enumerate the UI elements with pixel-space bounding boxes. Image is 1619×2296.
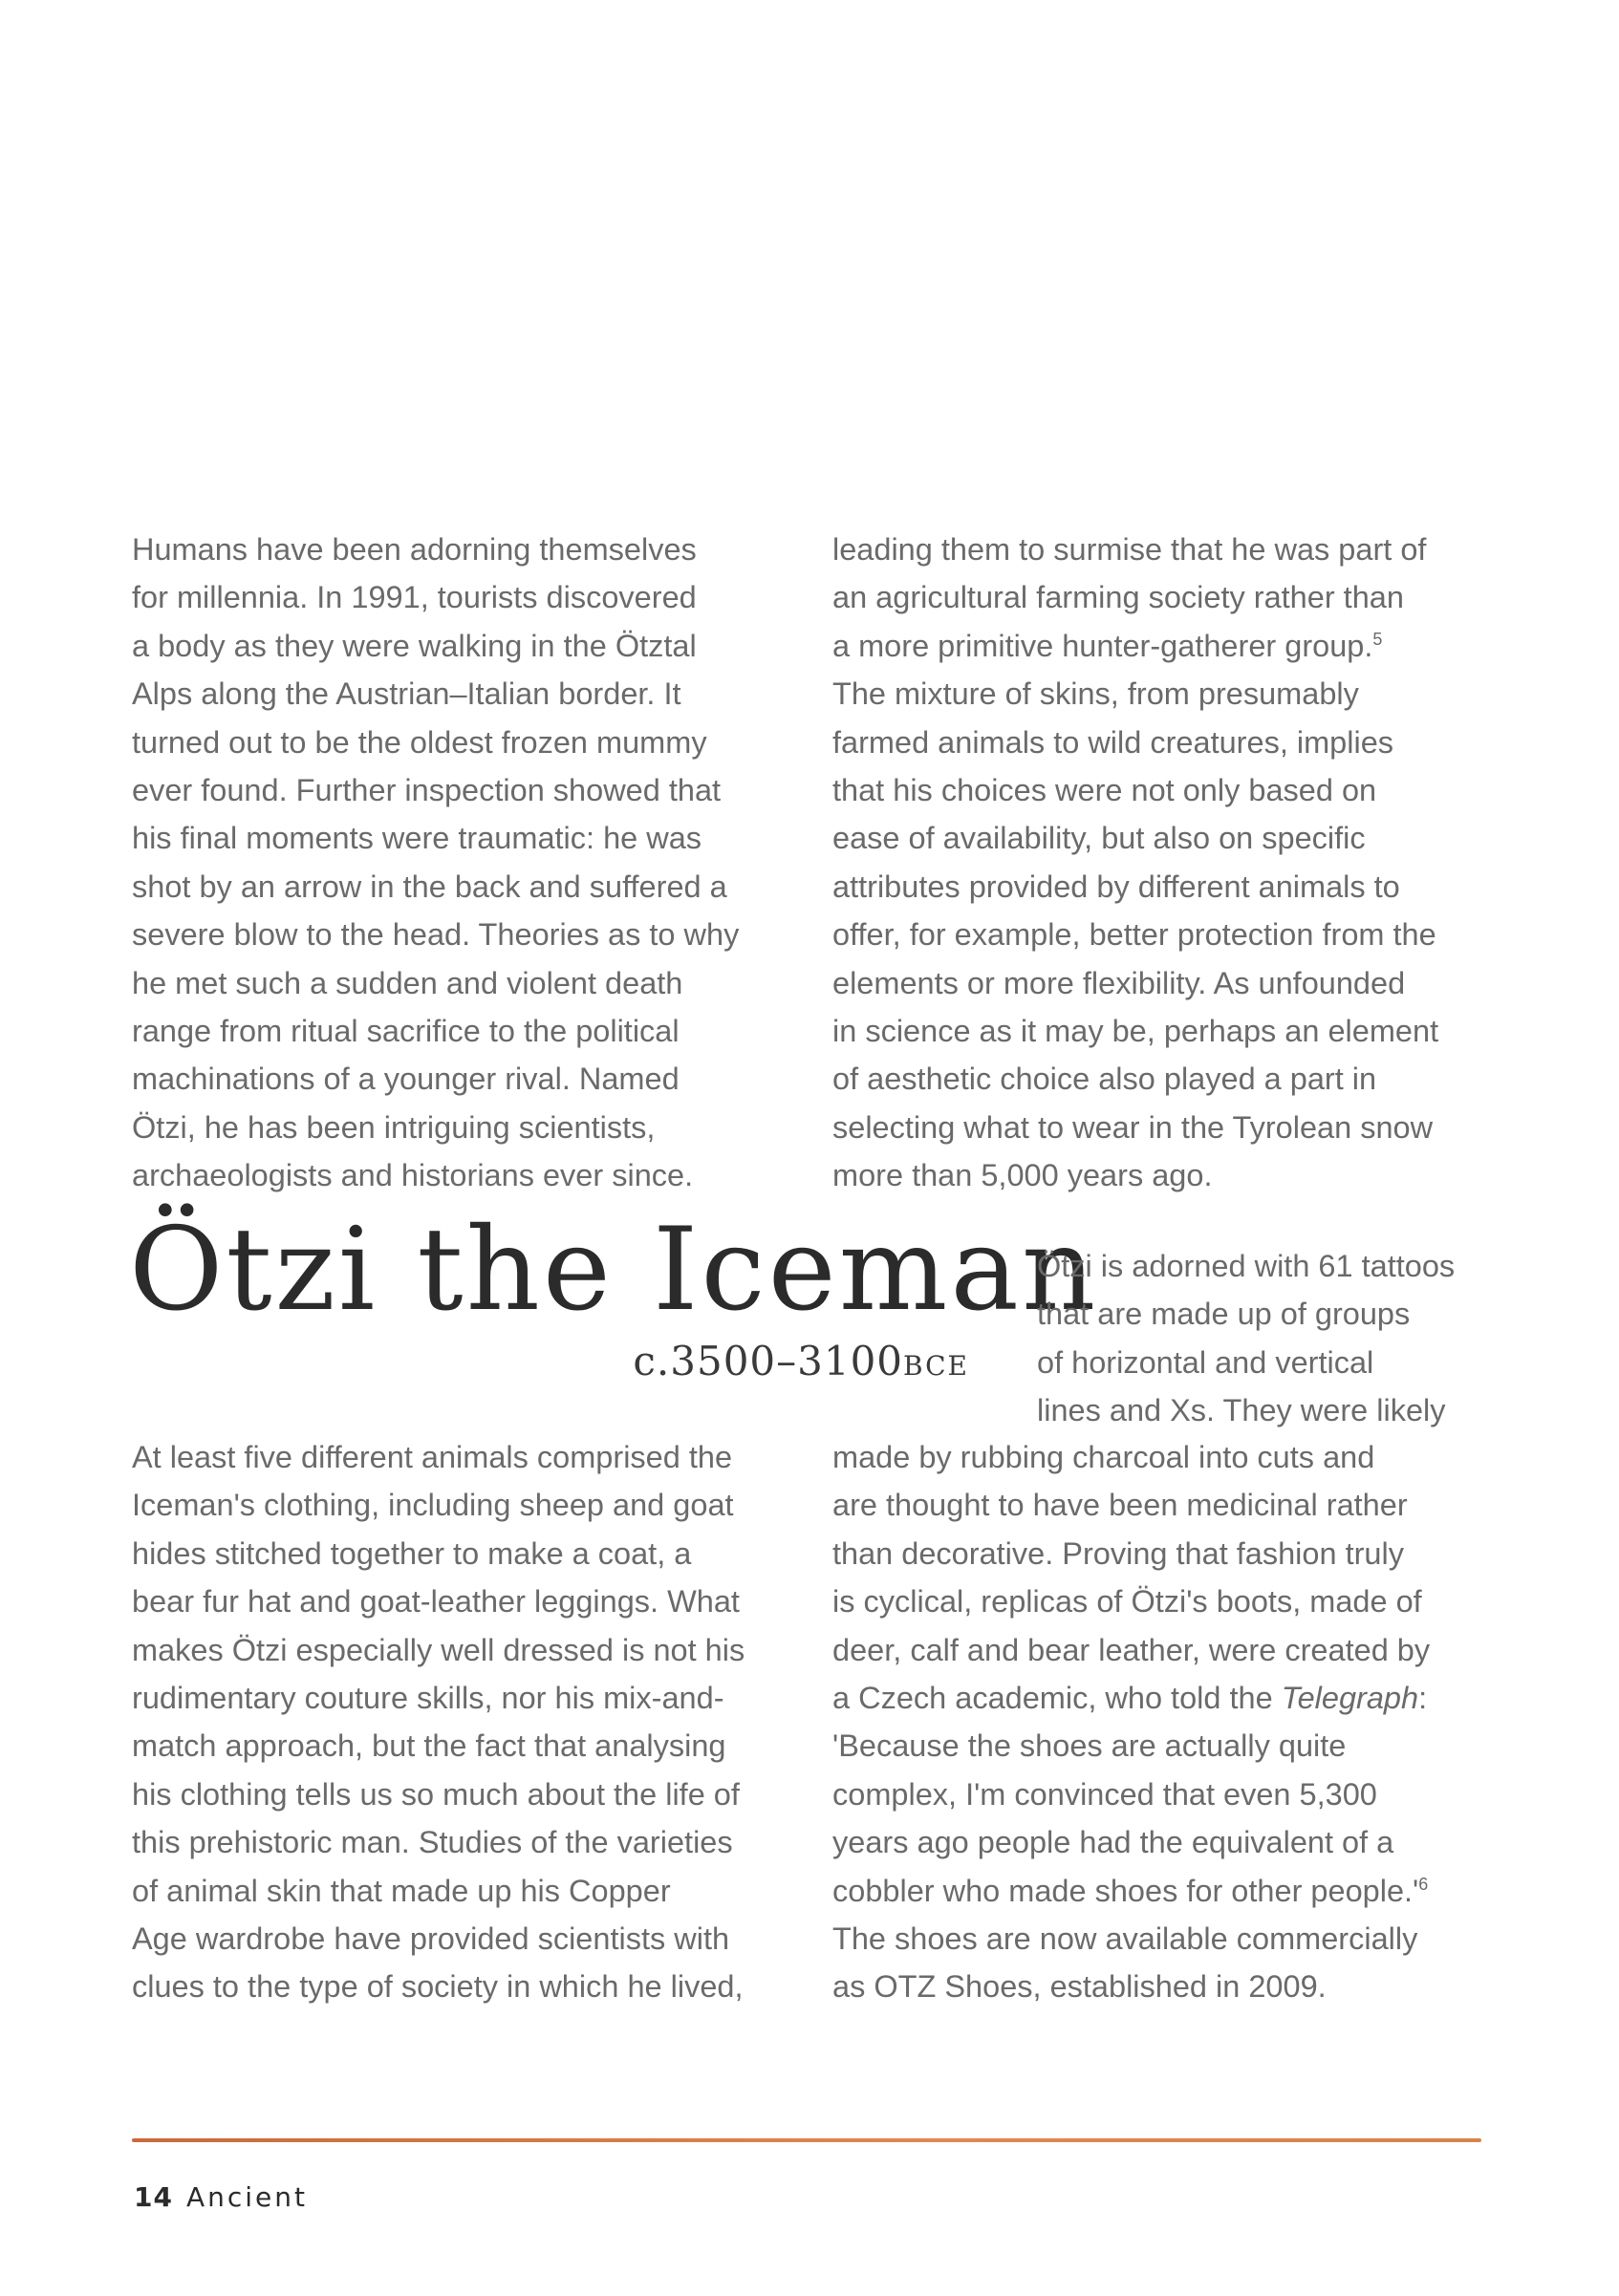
body-right-line: : <box>1418 1681 1428 1716</box>
intro-left-line: archaeologists and historians ever since. <box>132 1158 694 1193</box>
body-right-line: as OTZ Shoes, established in 2009. <box>832 1969 1327 2005</box>
body-right-line: are thought to have been medicinal rather <box>832 1488 1408 1523</box>
body-left-line: makes Ötzi especially well dressed is not his <box>132 1632 745 1667</box>
intro-right-line: elements or more flexibility. As unfounded <box>832 965 1406 1000</box>
intro-left-line: Alps along the Austrian–Italian border. It <box>132 676 681 712</box>
intro-right-line: more than 5,000 years ago. <box>832 1158 1213 1193</box>
intro-left-line: turned out to be the oldest frozen mummy <box>132 724 707 760</box>
page-number: 14 <box>134 2181 173 2213</box>
body-left-line: match approach, but the fact that analysing <box>132 1728 726 1764</box>
intro-right-line: of aesthetic choice also played a part in <box>832 1062 1377 1097</box>
body-right-line: years ago people had the equivalent of a <box>832 1825 1394 1860</box>
body-right-line: a Czech academic, who told the <box>832 1681 1282 1716</box>
tattoo-paragraph-start <box>1037 1242 1486 1435</box>
intro-left-line: his final moments were traumatic: he was <box>132 821 702 856</box>
footer-divider <box>132 2138 1481 2142</box>
body-left-line: hides stitched together to make a coat, a <box>132 1535 692 1571</box>
body-right-line: made by rubbing charcoal into cuts and <box>832 1440 1375 1474</box>
intro-right-line: attributes provided by different animals to <box>832 869 1400 904</box>
article-title: Ötzi the Iceman <box>129 1204 1099 1337</box>
intro-right-line: The mixture of skins, from presumably <box>832 676 1359 712</box>
tattoo-line: lines and Xs. They were likely <box>1037 1393 1446 1428</box>
body-left-line: bear fur hat and goat-leather leggings. What <box>132 1584 740 1620</box>
intro-right-line: that his choices were not only based on <box>832 773 1377 808</box>
footnote-marker: 6 <box>1418 1874 1429 1894</box>
date-range <box>633 1338 969 1390</box>
body-left-line: Iceman's clothing, including sheep and goat <box>132 1488 734 1523</box>
intro-left-line: shot by an arrow in the back and suffered a <box>132 869 727 904</box>
tattoo-line: of horizontal and vertical <box>1037 1344 1374 1380</box>
intro-left-line: Humans have been adorning themselves <box>132 532 697 567</box>
intro-left-line: a body as they were walking in the Ötztal <box>132 628 697 663</box>
intro-right-line: offer, for example, better protection from the <box>832 917 1436 953</box>
body-left-line: rudimentary couture skills, nor his mix-and- <box>132 1681 724 1716</box>
body-left-column <box>132 1433 791 2011</box>
body-left-line: this prehistoric man. Studies of the varieties <box>132 1825 733 1860</box>
page-footer <box>134 2181 308 2213</box>
body-right-line: cobbler who made shoes for other people.' <box>832 1873 1419 1908</box>
intro-right-line: selecting what to wear in the Tyrolean snow <box>832 1109 1434 1145</box>
tattoo-line: Ötzi is adorned with 61 tattoos <box>1037 1249 1456 1283</box>
body-right-line: The shoes are now available commercially <box>832 1921 1418 1957</box>
intro-left-line: range from ritual sacrifice to the political <box>132 1014 680 1049</box>
body-left-line: clues to the type of society in which he lived, <box>132 1969 744 2005</box>
body-right-line: deer, calf and bear leather, were created by <box>832 1632 1431 1667</box>
section-name: Ancient <box>185 2181 308 2213</box>
date-years: c.3500–3100 <box>633 1338 904 1384</box>
intro-right-line: in science as it may be, perhaps an element <box>832 1014 1439 1049</box>
body-right-line: 'Because the shoes are actually quite <box>832 1728 1347 1764</box>
intro-left-line: machinations of a younger rival. Named <box>132 1062 680 1097</box>
body-right-line: is cyclical, replicas of Ötzi's boots, made of <box>832 1584 1422 1620</box>
intro-right-line: farmed animals to wild creatures, implies <box>832 724 1394 760</box>
body-right-line: complex, I'm convinced that even 5,300 <box>832 1776 1377 1812</box>
intro-left-line: severe blow to the head. Theories as to why <box>132 917 740 953</box>
publication-name: Telegraph <box>1281 1681 1419 1716</box>
intro-right-line: ease of availability, but also on specific <box>832 821 1366 856</box>
body-right-column <box>832 1433 1501 2011</box>
intro-right-line: a more primitive hunter-gatherer group. <box>832 628 1373 663</box>
intro-left-column <box>132 526 791 1200</box>
body-right-line: than decorative. Proving that fashion truly <box>832 1535 1404 1571</box>
intro-right-line: leading them to surmise that he was part of <box>832 532 1427 567</box>
body-left-line: At least five different animals comprised the <box>132 1440 733 1474</box>
body-left-line: Age wardrobe have provided scientists with <box>132 1921 730 1957</box>
date-era: BCE <box>903 1350 969 1382</box>
intro-right-line: an agricultural farming society rather than <box>832 580 1404 615</box>
body-left-line: of animal skin that made up his Copper <box>132 1873 671 1908</box>
footnote-marker: 5 <box>1372 629 1383 649</box>
intro-left-line: he met such a sudden and violent death <box>132 965 683 1000</box>
intro-right-column <box>832 526 1501 1200</box>
intro-left-line: Ötzi, he has been intriguing scientists, <box>132 1109 656 1145</box>
intro-left-line: ever found. Further inspection showed that <box>132 773 722 808</box>
body-left-line: his clothing tells us so much about the life of <box>132 1776 740 1812</box>
intro-left-line: for millennia. In 1991, tourists discovered <box>132 580 697 615</box>
tattoo-line: that are made up of groups <box>1037 1297 1411 1332</box>
